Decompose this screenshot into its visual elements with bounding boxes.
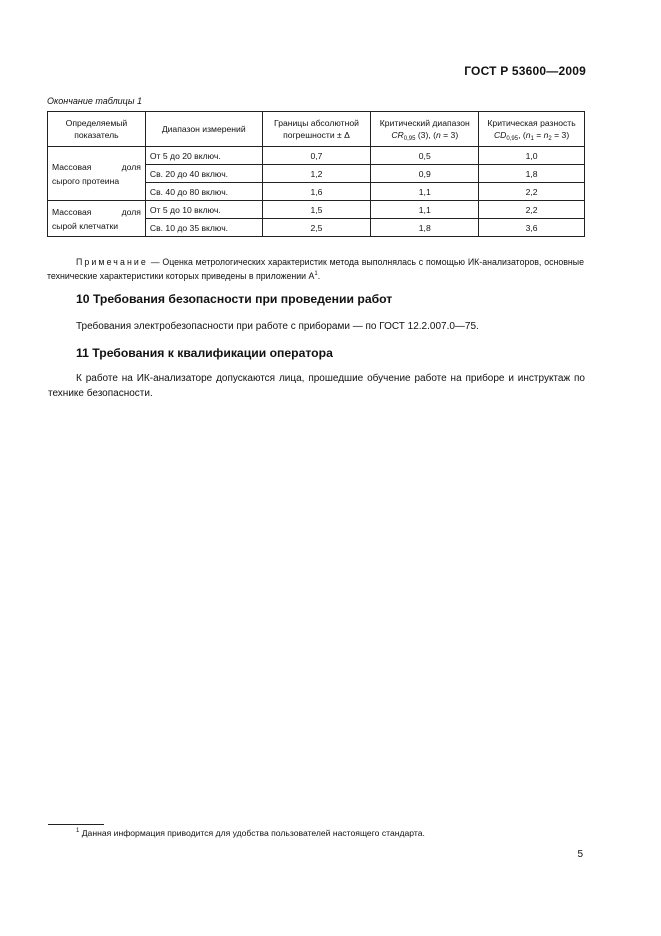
footnote-ref: 1 bbox=[314, 271, 318, 277]
cr-cell: 0,5 bbox=[371, 147, 479, 165]
section-10-title: 10 Требования безопасности при проведении работ bbox=[76, 292, 393, 306]
range-cell: Св. 40 до 80 включ. bbox=[145, 183, 262, 201]
standard-id: ГОСТ Р 53600—2009 bbox=[464, 64, 586, 78]
footnote-divider bbox=[48, 824, 104, 825]
cr-cell: 1,1 bbox=[371, 183, 479, 201]
cr-cell: 1,1 bbox=[371, 201, 479, 219]
header-error: Границы абсолютной погрешности ± Δ bbox=[262, 112, 371, 147]
results-table bbox=[47, 111, 585, 237]
range-cell: Св. 10 до 35 включ. bbox=[145, 219, 262, 237]
footnote-number: 1 bbox=[76, 828, 80, 834]
error-symbol: ± Δ bbox=[337, 130, 350, 140]
indicator-protein: Массовая доля сырого протеина bbox=[48, 147, 146, 201]
cd-cell: 3,6 bbox=[479, 219, 585, 237]
error-cell: 2,5 bbox=[262, 219, 371, 237]
range-cell: От 5 до 10 включ. bbox=[145, 201, 262, 219]
cd-cell: 1,0 bbox=[479, 147, 585, 165]
footnote: $^1$ Данная информация приводится для удобства пользователей настоящего стандарта. bbox=[76, 828, 425, 838]
cd-cell: 2,2 bbox=[479, 201, 585, 219]
cd-cell: 2,2 bbox=[479, 183, 585, 201]
table-row bbox=[48, 201, 585, 219]
table-caption: Окончание таблицы 1 bbox=[47, 96, 142, 106]
table-header-row bbox=[48, 112, 585, 147]
error-cell: 0,7 bbox=[262, 147, 371, 165]
range-cell: Св. 20 до 40 включ. bbox=[145, 165, 262, 183]
header-indicator: Определяемый показатель bbox=[48, 112, 146, 147]
table-note: Примечание — Оценка метрологических характеристик метода выполнялась с помощью ИК-анализаторов, основные технические характеристики которых приведены в приложении $А^1$. bbox=[47, 257, 584, 281]
note-label: Примечание bbox=[76, 257, 148, 267]
indicator-fiber: Массовая доля сырой клетчатки bbox=[48, 201, 146, 237]
error-cell: 1,6 bbox=[262, 183, 371, 201]
section-10-text: Требования электробезопасности при работе с приборами — по ГОСТ 12.2.007.0—75. bbox=[76, 321, 479, 332]
cr-cell: 0,9 bbox=[371, 165, 479, 183]
range-cell: От 5 до 20 включ. bbox=[145, 147, 262, 165]
section-11-text: К работе на ИК-анализаторе допускаются лица, прошедшие обучение работе на приборе и инструктаж по технике безопасности. bbox=[48, 373, 585, 399]
header-critical-range: Критический диапазон $CR_{0,95}$ (3), (n = 3) bbox=[371, 112, 479, 147]
page-number: 5 bbox=[577, 849, 583, 860]
error-cell: 1,2 bbox=[262, 165, 371, 183]
cd-cell: 1,8 bbox=[479, 165, 585, 183]
section-11-title: 11 Требования к квалификации оператора bbox=[76, 346, 333, 360]
table-row bbox=[48, 147, 585, 165]
error-cell: 1,5 bbox=[262, 201, 371, 219]
header-critical-difference: Критическая разность $CD_{0,95}$, $(n_1 = n_2 = 3)$ bbox=[479, 112, 585, 147]
header-range: Диапазон измерений bbox=[145, 112, 262, 147]
cr-cell: 1,8 bbox=[371, 219, 479, 237]
